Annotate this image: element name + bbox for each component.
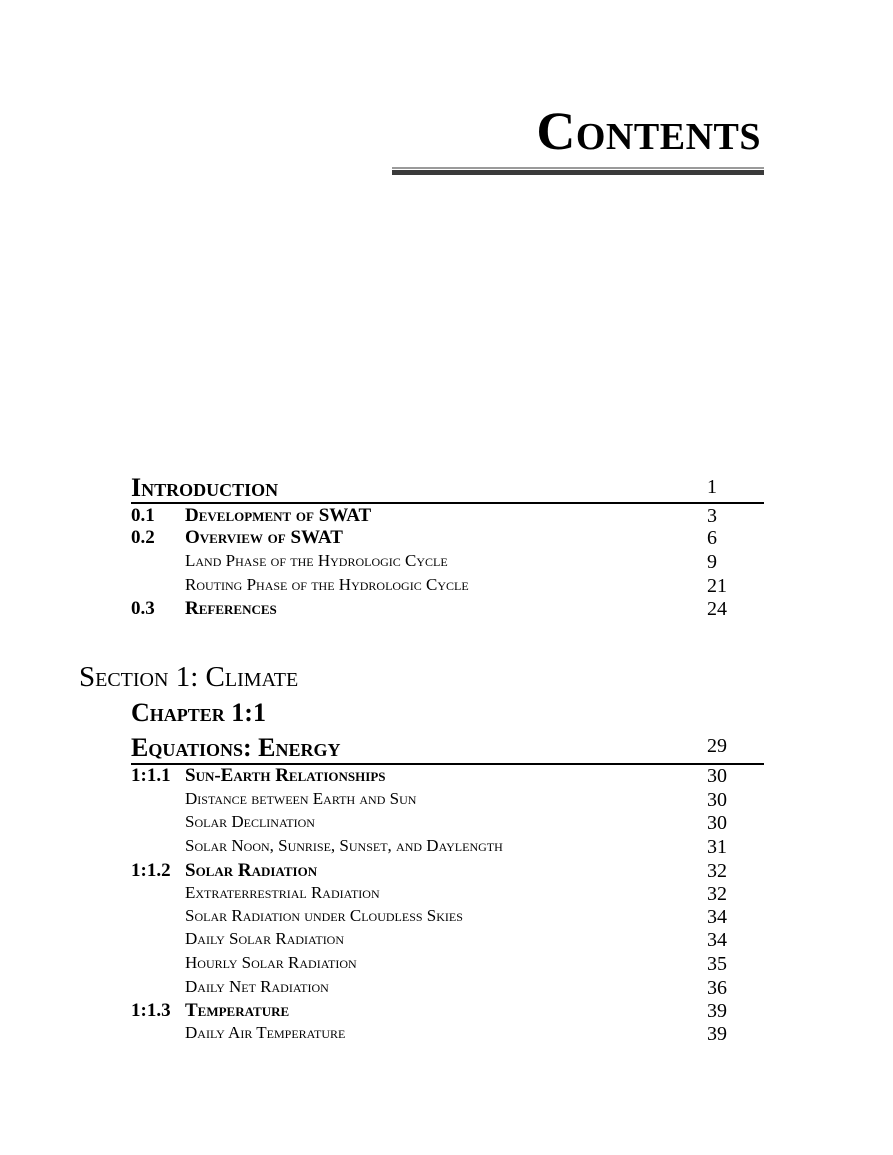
entry-number: 1:1.2 — [131, 860, 171, 881]
entry-number: 0.2 — [131, 527, 155, 548]
chapter-label: Chapter 1:1 — [131, 698, 266, 727]
subentry-page: 39 — [707, 1023, 727, 1045]
entry-page: 39 — [707, 1000, 727, 1022]
entry-page: 6 — [707, 527, 717, 549]
title-underline-thin — [392, 167, 764, 169]
subentry-label: Solar Noon, Sunrise, Sunset, and Daylength — [185, 836, 503, 855]
entry-label: References — [185, 598, 277, 619]
entry-number: 0.3 — [131, 598, 155, 619]
subentry-label: Daily Solar Radiation — [185, 929, 345, 948]
subentry-page: 36 — [707, 977, 727, 999]
subentry-page: 9 — [707, 551, 717, 573]
subentry-page: 30 — [707, 789, 727, 811]
subentry-label: Distance between Earth and Sun — [185, 789, 417, 808]
subentry-page: 35 — [707, 953, 727, 975]
subentry-page: 34 — [707, 929, 727, 951]
chapter-title: Equations: Energy — [131, 733, 341, 762]
subentry-page: 21 — [707, 575, 727, 597]
entry-number: 0.1 — [131, 505, 155, 526]
entry-page: 3 — [707, 505, 717, 527]
entry-number: 1:1.1 — [131, 765, 171, 786]
section-title: Section 1: Climate — [79, 661, 299, 693]
subentry-label: Solar Radiation under Cloudless Skies — [185, 906, 463, 925]
entry-label: Solar Radiation — [185, 860, 318, 881]
introduction-rule — [131, 502, 764, 504]
chapter-page: 29 — [707, 735, 727, 757]
entry-number: 1:1.3 — [131, 1000, 171, 1021]
subentry-page: 34 — [707, 906, 727, 928]
subentry-page: 31 — [707, 836, 727, 858]
subentry-label: Land Phase of the Hydrologic Cycle — [185, 551, 448, 570]
entry-label: Temperature — [185, 1000, 290, 1021]
subentry-label: Daily Air Temperature — [185, 1023, 346, 1042]
entry-label: Sun-Earth Relationships — [185, 765, 386, 786]
subentry-label: Routing Phase of the Hydrologic Cycle — [185, 575, 469, 594]
title-underline — [392, 167, 764, 175]
subentry-label: Daily Net Radiation — [185, 977, 329, 996]
subentry-page: 32 — [707, 883, 727, 905]
subentry-label: Extraterrestrial Radiation — [185, 883, 380, 902]
introduction-page: 1 — [707, 476, 717, 498]
page-title: Contents — [536, 101, 761, 161]
entry-label: Overview of SWAT — [185, 527, 343, 548]
subentry-page: 30 — [707, 812, 727, 834]
entry-page: 24 — [707, 598, 727, 620]
entry-page: 30 — [707, 765, 727, 787]
subentry-label: Solar Declination — [185, 812, 315, 831]
entry-page: 32 — [707, 860, 727, 882]
introduction-heading: Introduction — [131, 473, 279, 502]
entry-label: Development of SWAT — [185, 505, 372, 526]
title-underline-thick — [392, 170, 764, 175]
subentry-label: Hourly Solar Radiation — [185, 953, 357, 972]
